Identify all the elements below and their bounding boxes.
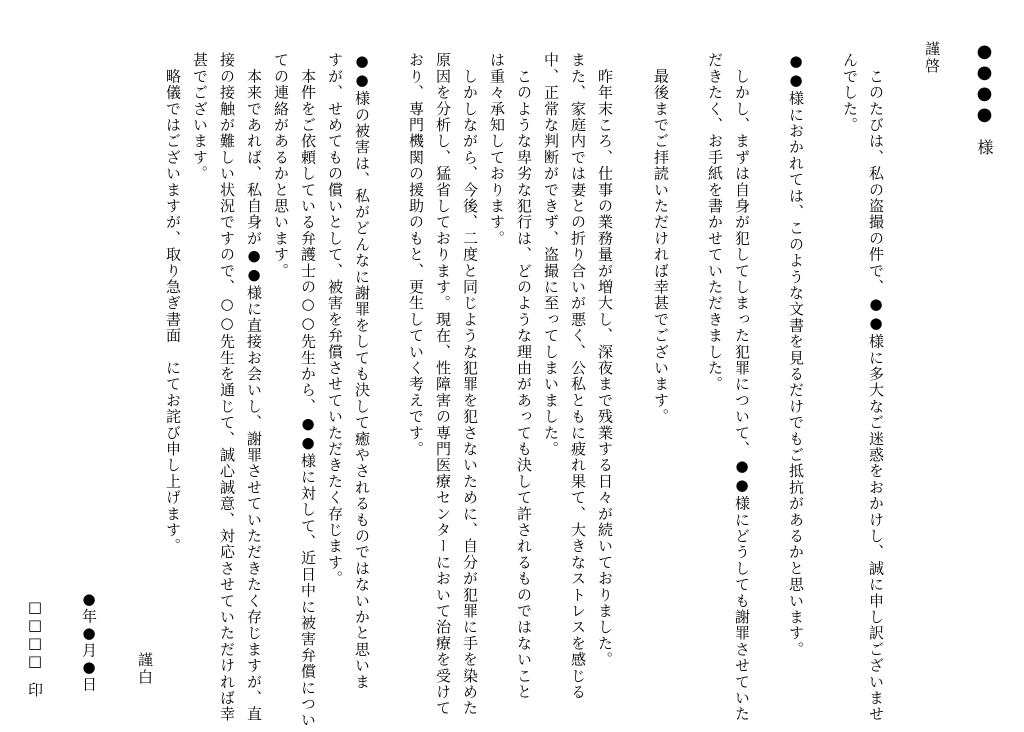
- body-line: おり、専門機関の援助のもと、更生していく考えです。: [407, 52, 425, 457]
- body-line: しかしながら、今後、二度と同じような犯罪を犯さないために、自分が犯罪に手を染めた: [461, 52, 479, 717]
- body-line: ●●様におかれては、このような文書を見るだけでもご抵抗があるかと思います。: [787, 52, 805, 658]
- closing: 謹白: [136, 652, 154, 686]
- body-line: 本来であれば、私自身が●●様に直接お会いし、謝罪させていただきたく存じますが、直: [245, 52, 263, 723]
- body-line: 甚でございます。: [191, 52, 209, 182]
- body-line: だきたく、お手紙を書かせていただきました。: [706, 52, 724, 393]
- body-line: 略儀ではございますが、取り急ぎ書面 にてお詫び申し上げます。: [164, 52, 182, 555]
- body-line: しかし、まずは自身が犯してしまった犯罪について、●●様にどうしても謝罪させていた: [733, 52, 751, 723]
- seal-mark: 印: [26, 682, 44, 699]
- body-line: んでした。: [841, 52, 859, 133]
- addressee: [971, 41, 997, 157]
- body-line: 接の接触が難しい状況ですので、○○先生を通じて、誠心誠意、対応させていただければ幸: [218, 52, 236, 723]
- body-line: すが、せめてもの償いとして、被害を弁償させていただきたく存じます。: [326, 52, 344, 587]
- body-line: 中、正常な判断ができず、盗撮に至ってしまいました。: [542, 52, 560, 457]
- body-line: 原因を分析し、猛省しております。現在、性障害の専門医療センターにおいて治療を受けて: [434, 52, 452, 717]
- body-line: このたびは、私の盗撮の件で、●●様に多大なご迷惑をおかけし、誠に申し訳ございませ: [867, 52, 885, 723]
- salutation: 謹啓: [923, 41, 941, 75]
- body-line: 昨年末ころ、仕事の業務量が増大し、深夜まで残業する日々が続いておりました。: [596, 52, 614, 668]
- body-line: ●●様の被害は、私がどんなに謝罪をしても決して癒やされるものではないかと思いま: [353, 52, 371, 690]
- body-line: 本件をご依頼している弁護士の○○先生から、●●様に対して、近日中に被害弁償につい: [299, 52, 317, 729]
- sender-name: □□□□: [26, 598, 44, 670]
- body-line: また、家庭内では妻との折り合いが悪く、公私ともに疲れ果て、大きなストレスを感じる: [569, 52, 587, 700]
- sender: [22, 598, 48, 698]
- body-line: ての連絡があるかと思います。: [272, 52, 290, 279]
- body-line: 最後までご拝読いただければ幸甚でございます。: [652, 52, 670, 425]
- body-line: は重々承知しております。: [488, 52, 506, 247]
- date: ●年●月●日: [80, 590, 98, 692]
- addressee-suffix: 様: [975, 139, 994, 157]
- body-line: このような卑劣な犯行は、どのような理由があっても決して許されるものではないこと: [515, 52, 533, 700]
- addressee-mark: ●●●●: [974, 41, 995, 125]
